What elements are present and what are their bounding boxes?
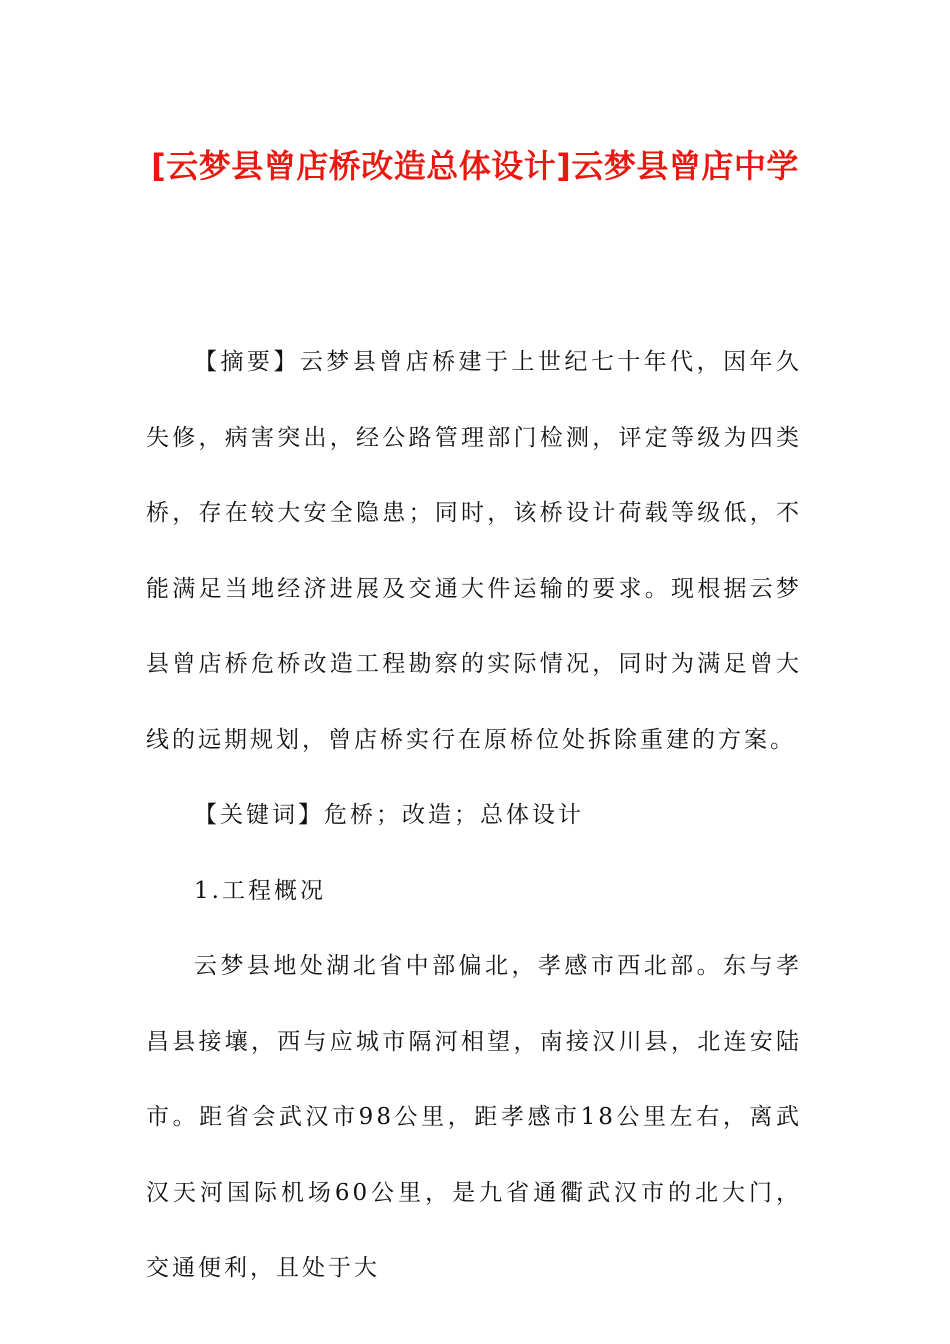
keywords-paragraph: 【关键词】危桥；改造；总体设计 [194, 802, 584, 828]
abstract-paragraph: 【摘要】云梦县曾店桥建于上世纪七十年代，因年久失修，病害突出，经公路管理部门检测，评定等级为四类桥，存在较大安全隐患；同时，该桥设计荷载等级低，不能满足当地经济进展及交通大件运输的要求。现根据云梦县曾店桥危桥改造工程勘察的实际情况，同时为满足曾大线的远期规划，曾店桥实行在原桥位处拆除重建的方案。 [146, 349, 802, 753]
overview-paragraph: 云梦县地处湖北省中部偏北，孝感市西北部。东与孝昌县接壤，西与应城市隔河相望，南接汉川县，北连安陆市。距省会武汉市98公里，距孝感市18公里左右，离武汉天河国际机场60公里，是九省通衢武汉市的北大门，交通便利，且处于大 [146, 953, 802, 1281]
section-heading: 1.工程概况 [194, 877, 326, 904]
document-body [146, 325, 802, 1307]
document-title: [云梦县曾店桥改造总体设计]云梦县曾店中学 [151, 147, 799, 185]
